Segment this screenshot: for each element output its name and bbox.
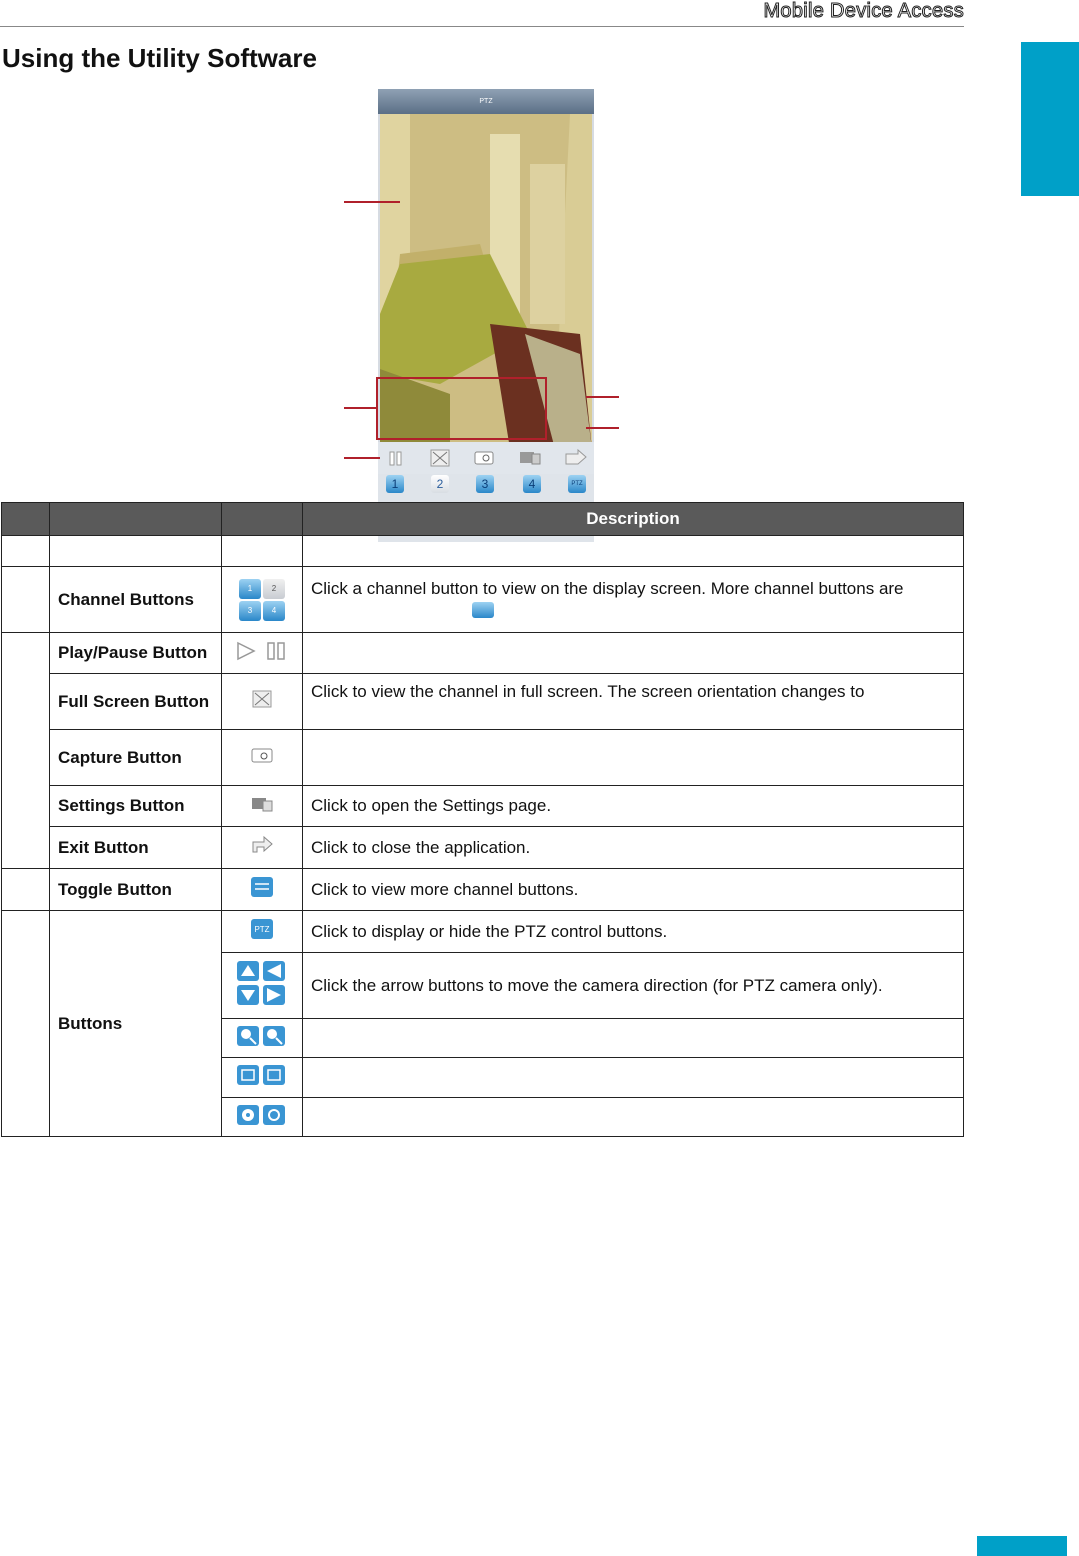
callout-line-display (344, 201, 400, 203)
arrow-icons (235, 959, 289, 1007)
header-cell (2, 503, 50, 536)
row-desc (303, 1098, 964, 1137)
row-name: Channel Buttons (50, 567, 222, 633)
settings-icon[interactable] (520, 452, 540, 464)
row-desc (303, 1019, 964, 1058)
callout-line-channels (344, 407, 377, 409)
table-row (2, 911, 964, 953)
header-rule (0, 26, 964, 27)
phone-channel-4[interactable]: 4 (523, 475, 541, 493)
table-header-row (2, 503, 964, 536)
ptz-icon (250, 918, 274, 940)
callout-line-ptz (586, 396, 619, 398)
iris-close-icon (263, 1105, 285, 1125)
row-desc: Click to view the channel in full screen. The screen orientation changes to (303, 674, 964, 730)
focus-in-icon (237, 1065, 259, 1085)
phone-ptz-button[interactable]: PTZ (568, 475, 586, 493)
callout-line-toolbar (344, 457, 380, 459)
header-cell (222, 503, 303, 536)
channel-3-icon: 3 (239, 601, 261, 621)
zoom-in-icon (237, 1026, 259, 1046)
row-name: Settings Button (50, 786, 222, 827)
row-name: Exit Button (50, 827, 222, 869)
down-arrow-icon (237, 985, 259, 1005)
phone-channel-3[interactable]: 3 (476, 475, 494, 493)
right-arrow-icon (263, 985, 285, 1005)
row-name: Play/Pause Button (50, 633, 222, 674)
play-pause-icons (232, 640, 292, 662)
table-row (2, 730, 964, 786)
header-cell (50, 503, 222, 536)
row-desc: Click to open the Settings page. (303, 786, 964, 827)
phone-title-bar (378, 89, 594, 114)
focus-icons (235, 1063, 289, 1087)
table-row (2, 869, 964, 911)
row-desc: Click to display or hide the PTZ control buttons. (303, 911, 964, 953)
row-desc (303, 730, 964, 786)
fullscreen-icon (251, 689, 273, 709)
row-desc: Click to close the application. (303, 827, 964, 869)
focus-out-icon (263, 1065, 285, 1085)
row-desc: Click a channel button to view on the display screen. More channel buttons are (311, 579, 904, 598)
row-name: Full Screen Button (50, 674, 222, 730)
row-name: Capture Button (50, 730, 222, 786)
camera-icon (250, 746, 274, 764)
table-row (2, 674, 964, 730)
channel-2-icon: 2 (263, 579, 285, 599)
row-desc (303, 633, 964, 674)
phone-channel-1[interactable]: 1 (386, 475, 404, 493)
fullscreen-icon[interactable] (431, 450, 449, 466)
table-row (2, 536, 964, 567)
row-desc: Click to view more channel buttons. (303, 869, 964, 911)
camera-icon[interactable] (475, 452, 493, 464)
row-name: Toggle Button (50, 869, 222, 911)
side-tab (1021, 42, 1079, 196)
pause-icon (268, 643, 274, 659)
header-description: Description (303, 503, 964, 536)
callout-line-toggle (586, 427, 619, 429)
row-desc (303, 1058, 964, 1098)
table-row (2, 827, 964, 869)
page-title: Using the Utility Software (2, 43, 317, 73)
zoom-out-icon (263, 1026, 285, 1046)
phone-title-text: PTZ (479, 98, 493, 105)
row-name: Buttons (50, 911, 222, 1137)
page-number-bar (977, 1536, 1067, 1556)
svg-text:PTZ: PTZ (254, 925, 270, 934)
iris-icons (235, 1103, 289, 1127)
table-row (2, 786, 964, 827)
play-icon (238, 643, 254, 659)
up-arrow-icon (237, 961, 259, 981)
channel-callout-box (376, 377, 547, 440)
table-row (2, 567, 964, 633)
phone-channel-2[interactable]: 2 (431, 475, 449, 493)
channel-icons (222, 567, 303, 633)
controls-table (1, 502, 964, 1137)
toggle-icon (472, 602, 494, 618)
toggle-icon (250, 876, 274, 898)
header-title: Mobile Device Access (763, 0, 964, 22)
channel-1-icon: 1 (239, 579, 261, 599)
iris-open-icon (237, 1105, 259, 1125)
channel-4-icon: 4 (263, 601, 285, 621)
exit-icon (250, 835, 274, 855)
zoom-icons (235, 1024, 289, 1048)
settings-icon (250, 795, 274, 813)
row-desc: Click the arrow buttons to move the camera direction (for PTZ camera only). (303, 953, 964, 1019)
phone-toolbar (378, 442, 594, 474)
left-arrow-icon (263, 961, 285, 981)
table-row (2, 633, 964, 674)
